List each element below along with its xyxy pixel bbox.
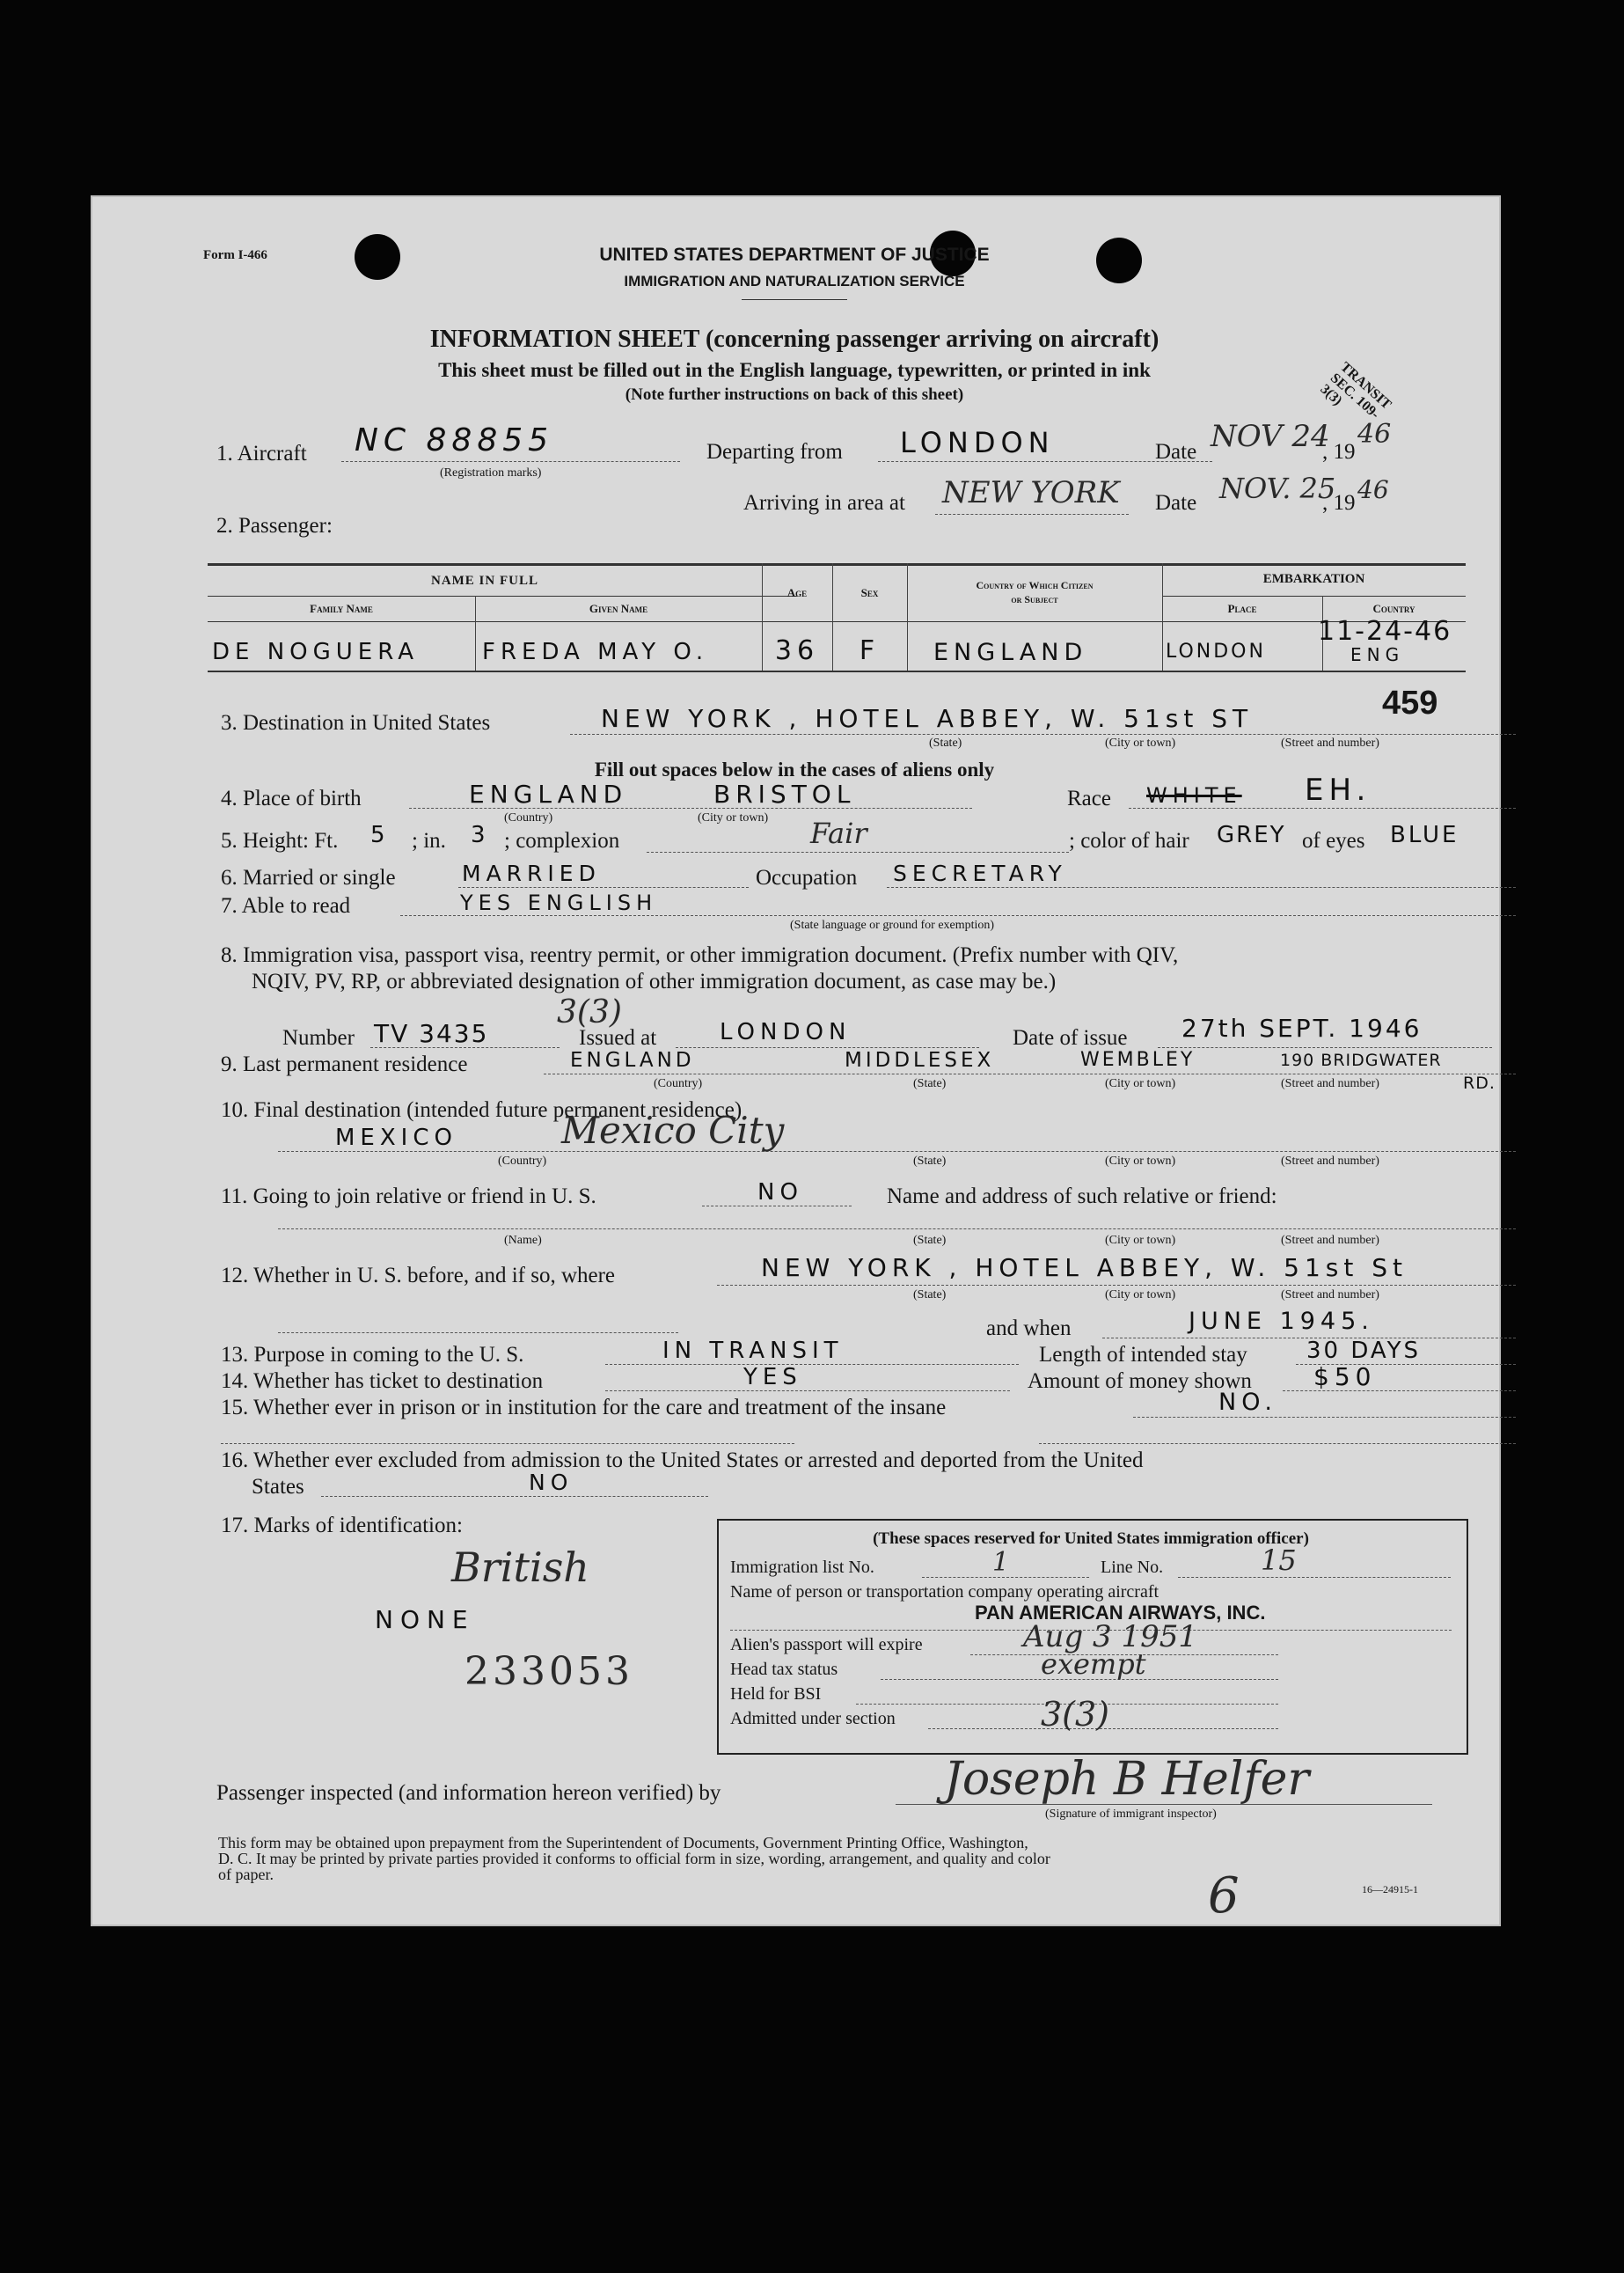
street-caption: (Street and number): [1281, 1155, 1379, 1168]
arrival-date: NOV. 25: [1219, 472, 1336, 505]
state-caption: (State): [913, 1234, 947, 1247]
passport-expire-value: Aug 3 1951: [1023, 1619, 1197, 1654]
inspector-signature: Joseph B Helfer: [944, 1753, 1310, 1806]
field-line: [676, 1047, 979, 1048]
marks-value: NONE: [375, 1605, 475, 1634]
aliens-heading: Fill out spaces below in the cases of aliens only: [594, 759, 995, 781]
field-line: [717, 1285, 1516, 1286]
previous-visit-label: 12. Whether in U. S. before, and if so, where: [221, 1264, 616, 1287]
ticket-value: YES: [743, 1364, 802, 1390]
eyes-value: BLUE: [1390, 822, 1459, 848]
residence-label: 9. Last permanent residence: [221, 1052, 468, 1076]
head-tax-label: Head tax status: [730, 1660, 838, 1679]
service-heading: IMMIGRATION AND NATURALIZATION SERVICE: [624, 273, 965, 290]
field-line: [278, 1332, 678, 1333]
read-label: 7. Able to read: [221, 894, 351, 918]
field-line: [321, 1496, 708, 1497]
field-line: [1129, 808, 1516, 809]
list-value: 1: [992, 1547, 1010, 1578]
issue-date-value: 27th SEPT. 1946: [1181, 1014, 1423, 1043]
embarkation-place-value: LONDON: [1166, 641, 1266, 663]
occupation-label: Occupation: [756, 866, 858, 890]
complexion-label: ; complexion: [504, 829, 620, 853]
excluded-value: NO: [529, 1470, 574, 1495]
citizen-value: ENGLAND: [933, 639, 1088, 666]
residence-city-value: WEMBLEY: [1080, 1049, 1196, 1071]
previous-visit-value: NEW YORK , HOTEL ABBEY, W. 51st St: [761, 1253, 1408, 1282]
document-label-2: NQIV, PV, RP, or abbreviated designation of other immigration document, as case may be.): [252, 970, 1057, 994]
passport-expire-label: Alien's passport will expire: [730, 1635, 923, 1654]
embarkation-date-value: 11-24-46: [1318, 616, 1452, 647]
given-name-value: FREDA MAY O.: [482, 639, 709, 665]
money-label: Amount of money shown: [1028, 1369, 1252, 1393]
city-caption: (City or town): [1105, 1077, 1176, 1090]
final-destination-label: 10. Final destination (intended future permanent residence): [221, 1098, 743, 1122]
country-header-1: Country of Which Citizen: [976, 579, 1094, 591]
marital-value: MARRIED: [462, 861, 601, 886]
when-value: JUNE 1945.: [1189, 1308, 1374, 1335]
residence-street2-value: RD.: [1463, 1074, 1496, 1093]
street-caption: (Street and number): [1281, 1077, 1379, 1090]
residence-state-value: MIDDLESEX: [845, 1049, 995, 1072]
marks-label: 17. Marks of identification:: [221, 1514, 463, 1537]
footer-code: 16—24915-1: [1362, 1883, 1418, 1895]
document-annotation: 3(3): [557, 994, 622, 1030]
issue-date-label: Date of issue: [1013, 1026, 1128, 1050]
final-country-value: MEXICO: [335, 1125, 457, 1151]
year-prefix: , 19: [1322, 440, 1356, 464]
destination-value: NEW YORK , HOTEL ABBEY, W. 51st ST: [601, 704, 1254, 733]
inspection-label: Passenger inspected (and information hereon verified) by: [216, 1781, 721, 1805]
field-line: [1133, 1417, 1516, 1418]
section-label: Admitted under section: [730, 1709, 896, 1728]
family-name-header: Family Name: [310, 602, 373, 615]
carrier-value: PAN AMERICAN AIRWAYS, INC.: [975, 1602, 1266, 1624]
punch-hole: [355, 234, 400, 280]
departing-value: LONDON: [900, 426, 1055, 459]
form-sheet: [91, 195, 1501, 1926]
divider: [742, 299, 847, 300]
country-caption: (Country): [498, 1155, 547, 1168]
transit-stamp: TRANSIT SEC. 109-3(3): [1317, 359, 1394, 422]
field-line: [1178, 1577, 1451, 1578]
city-caption: (City or town): [1105, 737, 1176, 750]
footer-line-3: of paper.: [218, 1866, 274, 1883]
read-caption: (State language or ground for exemption): [790, 919, 995, 932]
city-caption: (City or town): [1105, 1234, 1176, 1247]
marital-label: 6. Married or single: [221, 866, 396, 890]
destination-label: 3. Destination in United States: [221, 711, 491, 735]
purpose-label: 13. Purpose in coming to the U. S.: [221, 1343, 524, 1367]
field-line: [458, 887, 749, 888]
field-line: [570, 734, 1516, 735]
field-line: [935, 514, 1129, 515]
prison-label: 15. Whether ever in prison or in institution for the care and treatment of the insane: [221, 1396, 947, 1419]
excluded-label-2: States: [252, 1475, 304, 1499]
birth-country-value: ENGLAND: [469, 780, 628, 809]
join-relative-label: 11. Going to join relative or friend in U. S.: [221, 1184, 596, 1208]
date-label: Date: [1155, 440, 1197, 464]
birthplace-label: 4. Place of birth: [221, 787, 362, 810]
relative-address-label: Name and address of such relative or friend:: [887, 1184, 1277, 1208]
street-caption: (Street and number): [1281, 1234, 1379, 1247]
excluded-label-1: 16. Whether ever excluded from admission to the United States or arrested and deported from the United: [221, 1448, 1144, 1472]
departing-label: Departing from: [706, 440, 843, 464]
list-label: Immigration list No.: [730, 1558, 874, 1577]
purpose-value: IN TRANSIT: [662, 1338, 844, 1364]
embarkation-header: EMBARKATION: [1262, 572, 1365, 586]
state-caption: (State): [913, 1077, 947, 1090]
residence-country-value: ENGLAND: [570, 1049, 695, 1072]
aircraft-label: 1. Aircraft: [216, 442, 307, 466]
street-caption: (Street and number): [1281, 1288, 1379, 1301]
head-tax-value: exempt: [1041, 1647, 1146, 1681]
footer-line-2: D. C. It may be printed by private parties provided it conforms to official form in size, wording, arrangement, and quality and color: [218, 1850, 1050, 1867]
field-line: [1158, 1047, 1492, 1048]
city-caption: (City or town): [1105, 1155, 1176, 1168]
issued-value: LONDON: [720, 1019, 852, 1045]
arrival-year: 46: [1357, 475, 1389, 504]
section-value: 3(3): [1041, 1695, 1110, 1734]
country-caption: (Country): [654, 1077, 703, 1090]
race-label: Race: [1067, 787, 1111, 810]
sex-value: F: [859, 635, 881, 666]
city-caption: (City or town): [1105, 1288, 1176, 1301]
race-value: EH.: [1305, 773, 1372, 808]
field-line: [278, 1151, 1516, 1152]
height-label: 5. Height: Ft.: [221, 829, 339, 853]
street-caption: (Street and number): [1281, 737, 1379, 750]
name-caption: (Name): [504, 1234, 542, 1247]
department-heading: UNITED STATES DEPARTMENT OF JUSTICE: [599, 245, 990, 265]
issued-label: Issued at: [579, 1026, 657, 1050]
form-title: INFORMATION SHEET (concerning passenger arriving on aircraft): [429, 326, 1159, 353]
field-line: [341, 461, 680, 462]
family-name-value: DE NOGUERA: [212, 639, 420, 665]
field-line: [647, 852, 1069, 853]
stay-label: Length of intended stay: [1039, 1343, 1247, 1367]
line-label: Line No.: [1101, 1558, 1164, 1577]
city-caption: (City or town): [698, 811, 769, 825]
field-line: [278, 1228, 1516, 1229]
document-number-label: Number: [282, 1026, 355, 1050]
country-caption: (Country): [504, 811, 553, 825]
hair-label: ; color of hair: [1069, 829, 1189, 853]
height-ft-value: 5: [370, 822, 391, 848]
complexion-value: Fair: [810, 817, 867, 850]
state-caption: (State): [913, 1155, 947, 1168]
height-in-label: ; in.: [412, 829, 446, 853]
state-caption: (State): [913, 1288, 947, 1301]
sex-header: Sex: [860, 586, 879, 599]
year-prefix: , 19: [1322, 491, 1356, 515]
country-header-2: or Subject: [1011, 593, 1058, 605]
height-in-value: 3: [471, 822, 491, 848]
date-label: Date: [1155, 491, 1197, 515]
arriving-label: Arriving in area at: [743, 491, 905, 515]
name-in-full-header: NAME IN FULL: [430, 574, 538, 588]
birth-city-value: BRISTOL: [713, 780, 856, 809]
signature-caption: (Signature of immigrant inspector): [1045, 1807, 1217, 1821]
departure-date: NOV 24: [1211, 419, 1330, 454]
document-number-value: TV 3435: [374, 1019, 489, 1048]
ticket-label: 14. Whether has ticket to destination: [221, 1369, 544, 1393]
form-instruction: This sheet must be filled out in the English language, typewritten, or printed in ink: [438, 359, 1151, 381]
carrier-label: Name of person or transportation company operating aircraft: [730, 1582, 1159, 1602]
registration-caption: (Registration marks): [440, 466, 542, 480]
bsi-label: Held for BSI: [730, 1684, 822, 1704]
arriving-value: NEW YORK: [942, 475, 1120, 510]
officer-heading: (These spaces reserved for United States immigration officer): [873, 1529, 1309, 1548]
race-struck: WHITE: [1146, 783, 1242, 808]
field-line: [221, 1443, 794, 1444]
field-line: [1039, 1443, 1516, 1444]
marks-number: 233053: [465, 1649, 633, 1694]
when-label: and when: [986, 1316, 1072, 1340]
hair-value: GREY: [1217, 822, 1286, 848]
destination-number: 459: [1382, 685, 1438, 722]
stay-value: 30 DAYS: [1306, 1338, 1422, 1364]
state-caption: (State): [929, 737, 962, 750]
field-line: [400, 915, 1516, 916]
embarkation-country-value: ENG: [1350, 644, 1405, 665]
prison-value: NO.: [1218, 1389, 1277, 1416]
form-number: Form I-466: [203, 248, 267, 262]
read-value: YES ENGLISH: [460, 891, 658, 915]
place-header: Place: [1227, 602, 1257, 615]
money-value: $50: [1313, 1362, 1377, 1391]
document-label-1: 8. Immigration visa, passport visa, reentry permit, or other immigration document. (Prefix number with QIV,: [221, 943, 1179, 967]
final-city-value: Mexico City: [561, 1109, 785, 1152]
age-value: 36: [774, 635, 820, 666]
join-relative-value: NO: [757, 1179, 803, 1206]
eyes-label: of eyes: [1302, 829, 1365, 853]
field-line: [605, 1364, 1019, 1365]
page-mark: 6: [1208, 1867, 1240, 1925]
form-note: (Note further instructions on back of this sheet): [625, 385, 964, 404]
residence-street-value: 190 BRIDGWATER: [1280, 1051, 1442, 1070]
footer-line-1: This form may be obtained upon prepayment from the Superintendent of Documents, Government Printing Office, Washington,: [218, 1834, 1028, 1851]
field-line: [887, 887, 1516, 888]
aircraft-value: NC 88855: [355, 422, 554, 458]
line-value: 15: [1261, 1543, 1297, 1577]
passenger-label: 2. Passenger:: [216, 514, 333, 538]
given-name-header: Given Name: [589, 602, 648, 615]
punch-hole: [1096, 238, 1142, 283]
country-header: Country: [1372, 602, 1416, 615]
age-header: Age: [786, 586, 808, 599]
marks-note: British: [451, 1543, 589, 1591]
departure-year: 46: [1357, 419, 1392, 450]
occupation-value: SECRETARY: [893, 861, 1067, 886]
field-line: [605, 1390, 1010, 1391]
